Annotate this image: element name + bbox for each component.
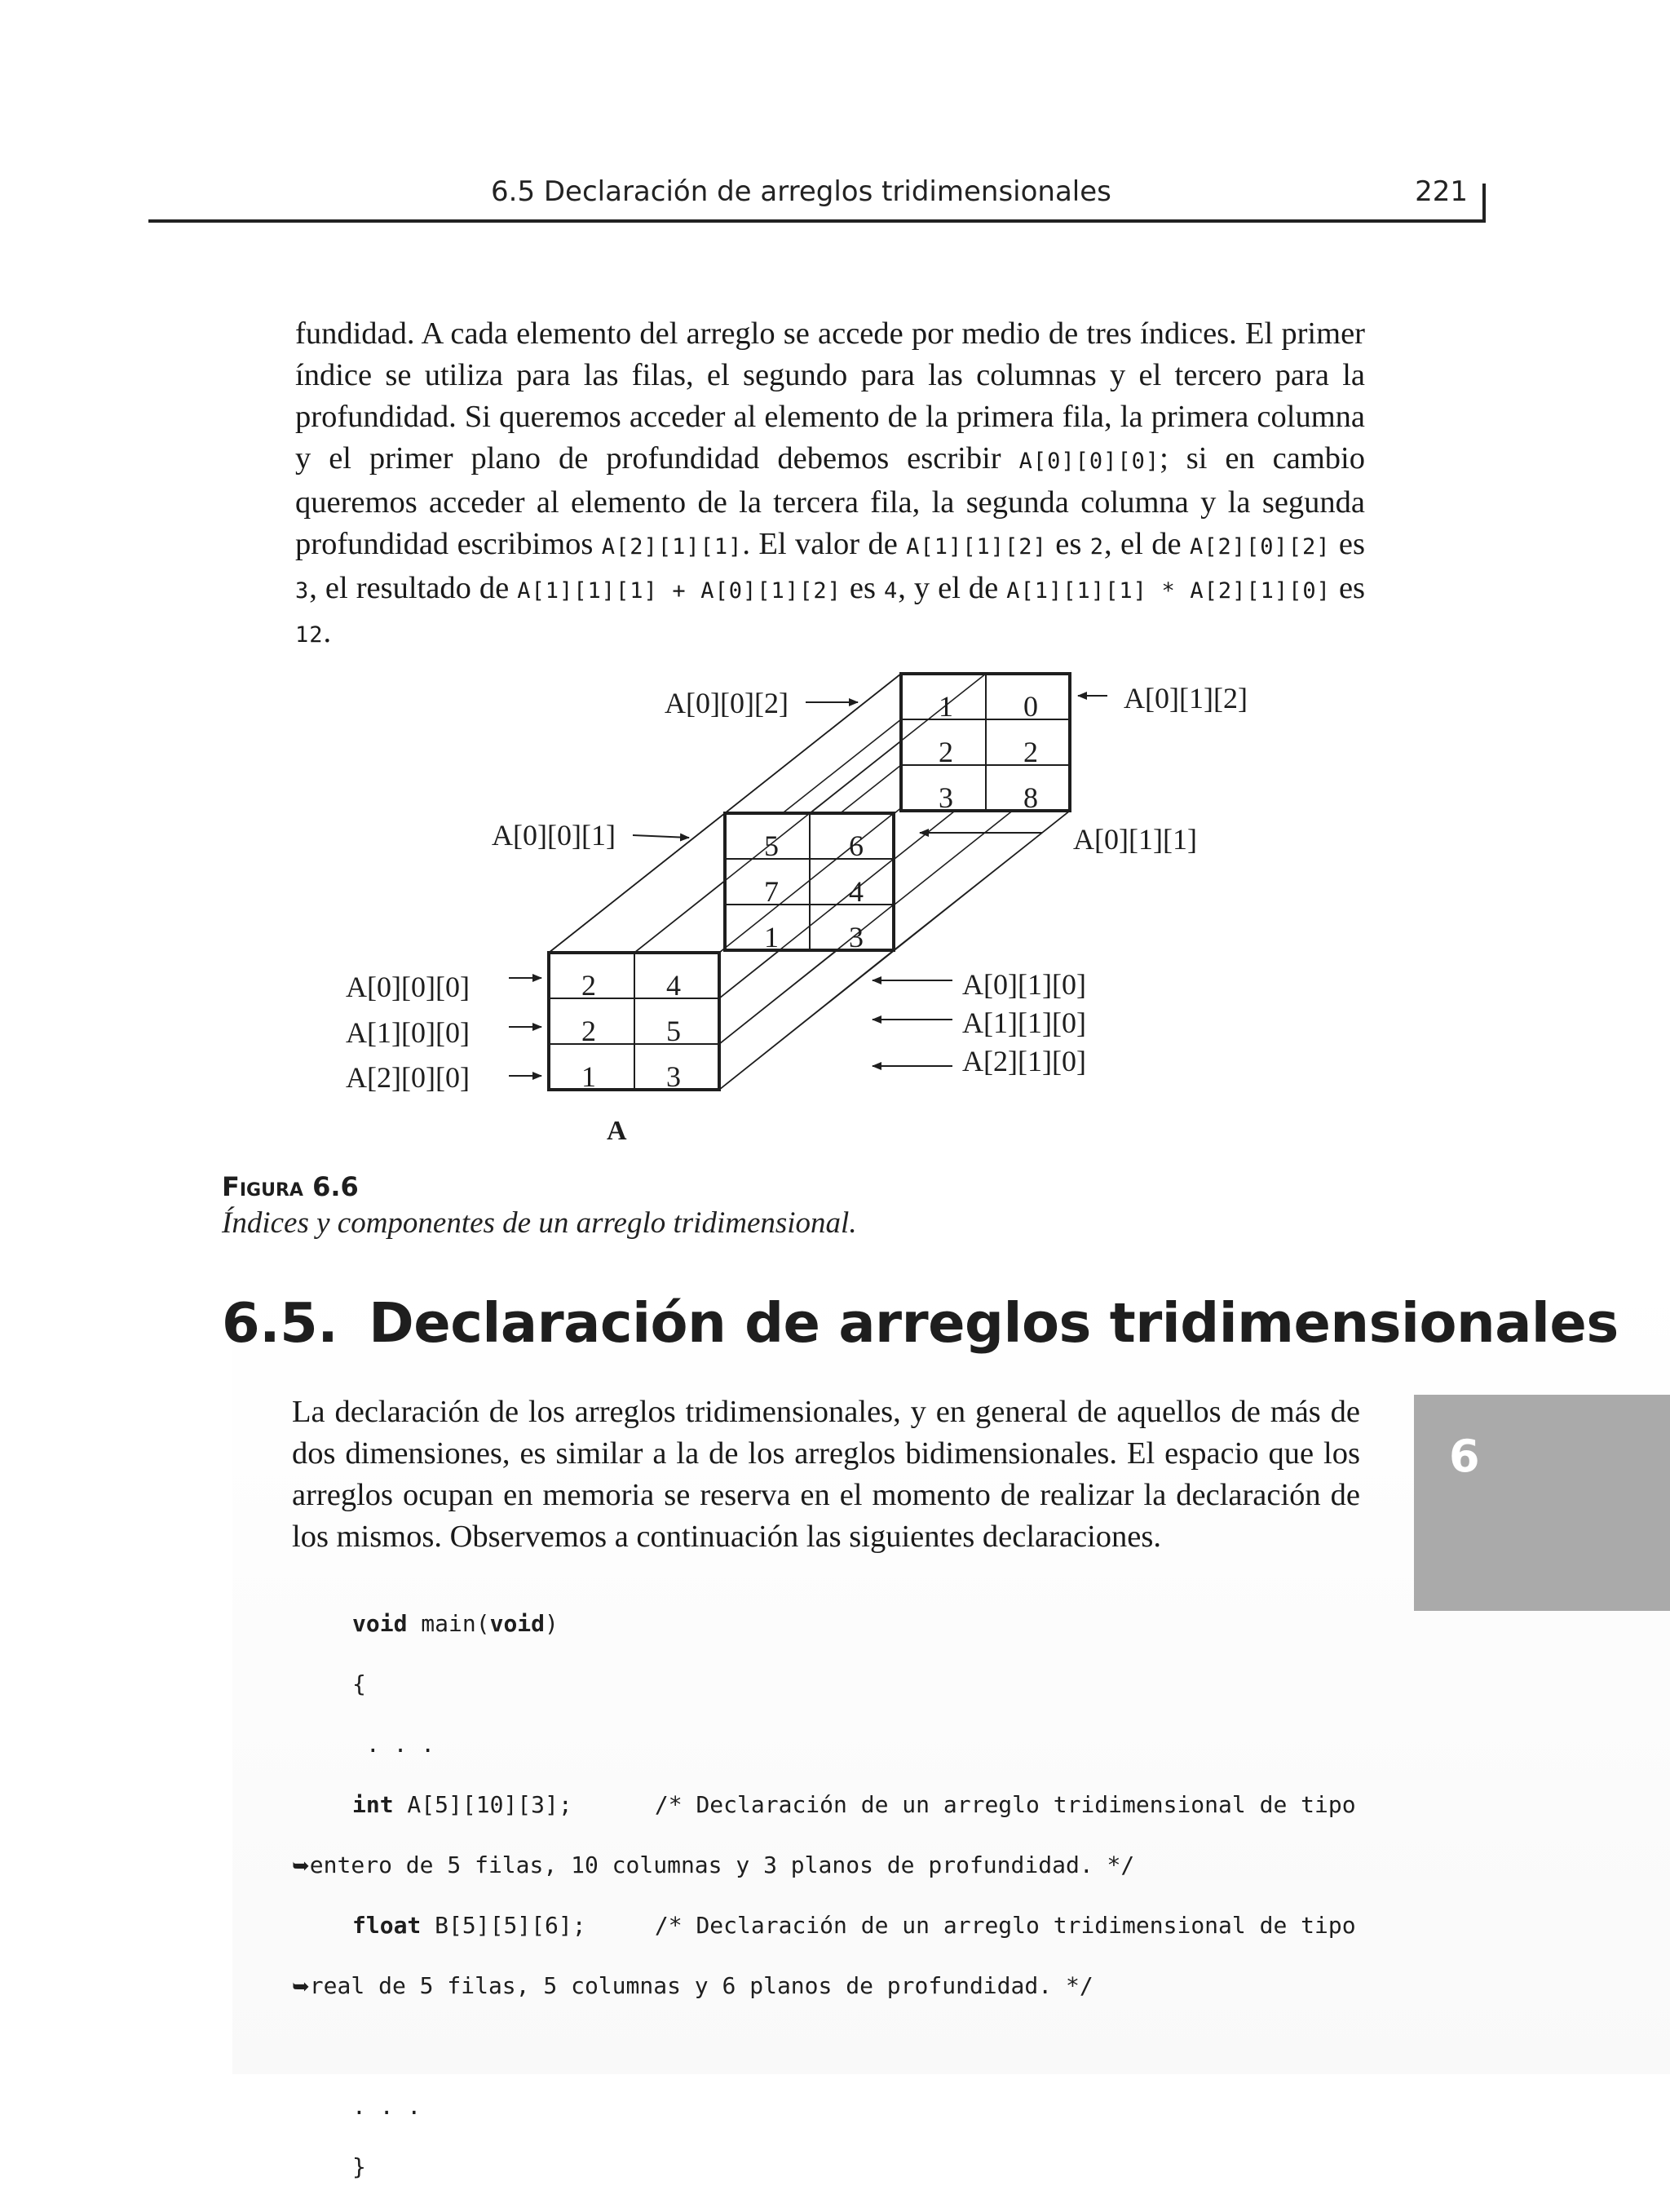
cell-value: 6: [849, 830, 864, 862]
code-keyword: void: [489, 1610, 546, 1637]
code-line-blank: [352, 2031, 1494, 2061]
paragraph-declaration: La declaración de los arreglos tridimensionales, y en general de aquellos de más de dos dimensiones, es similar a la de los arreglos bidimensionales. El espacio que los arreglos ocupan en memoria se reserva en el momento de realizar la declaración de los mismos. Observemos a continuación las siguientes declaraciones.: [292, 1395, 1360, 1554]
code-line: . . .: [352, 1731, 435, 1758]
cell-value: 2: [939, 736, 953, 768]
cell-value: 2: [581, 969, 596, 1002]
text-run: , y el de: [898, 571, 1007, 605]
cell-value: 1: [581, 1060, 596, 1093]
code-line: [352, 1910, 1494, 1940]
code-line: [292, 1971, 1494, 2001]
array-name-label: A: [607, 1116, 627, 1146]
section-heading: [222, 1291, 1619, 1355]
code-inline: A[2][0][2]: [1189, 534, 1331, 560]
code-line: }: [352, 2153, 366, 2180]
text-run: ; si en cambio queremos acceder al elemento de la tercera fila, la segunda columna y la segunda profundidad escribimos: [295, 441, 1365, 561]
arrow-icon: [633, 835, 689, 838]
code-line: [292, 1850, 1494, 1880]
code-line: [352, 1790, 1494, 1820]
code-inline: A[1][1][1] * A[2][1][0]: [1006, 578, 1331, 604]
label-a001: A[0][0][1]: [492, 819, 616, 852]
cell-value: 1: [939, 690, 953, 723]
code-text: real de 5 filas, 5 columnas y 6 planos de profundidad. */: [309, 1972, 1093, 1999]
cell-value: 5: [666, 1015, 681, 1047]
code-inline: 4: [883, 578, 899, 604]
cell-value: 4: [666, 969, 681, 1002]
label-a012: A[0][1][2]: [1124, 682, 1248, 714]
label-a010: A[0][1][0]: [962, 968, 1086, 1001]
header-title: 6.5 Declaración de arreglos tridimensionales: [491, 175, 1111, 208]
code-inline: 3: [295, 578, 310, 604]
code-keyword: void: [352, 1610, 408, 1637]
cell-value: 3: [939, 781, 953, 814]
code-listing: [292, 1578, 1494, 2212]
label-a100: A[1][0][0]: [346, 1016, 470, 1049]
code-inline: A[1][1][1] + A[0][1][2]: [517, 578, 842, 604]
label-a110: A[1][1][0]: [962, 1006, 1086, 1039]
code-inline: A[1][1][2]: [906, 534, 1047, 560]
code-keyword: float: [352, 1912, 422, 1939]
text-run: fundidad. A cada elemento del arreglo se accede por medio de tres índices. El primer índice se utiliza para las filas, el segundo para las columnas y el tercero para la profundidad. Si queremos acceder al elemento de la primera fila, la primera columna y el primer plano de profundidad debemos escribir: [295, 316, 1365, 476]
cell-value: 4: [849, 875, 864, 908]
text-run: es: [1046, 527, 1090, 561]
figure-word: Figura: [222, 1171, 303, 1202]
text-run: . El valor de: [742, 527, 907, 561]
code-inline: 12: [295, 622, 324, 648]
code-inline: 2: [1089, 534, 1104, 560]
label-a000: A[0][0][0]: [346, 971, 470, 1003]
code-text: ): [545, 1610, 559, 1637]
code-text: B[5][5][6]; /* Declaración de un arreglo tridimensional de tipo: [421, 1912, 1356, 1939]
label-a002: A[0][0][2]: [665, 687, 789, 719]
cell-value: 3: [849, 921, 864, 953]
cell-value: 1: [764, 921, 779, 953]
code-keyword: int: [352, 1791, 394, 1818]
code-text: entero de 5 filas, 10 columnas y 3 planos de profundidad. */: [309, 1851, 1135, 1878]
code-inline: A[2][1][1]: [601, 534, 743, 560]
section-number: 6.5.: [222, 1291, 338, 1355]
code-inline: A[0][0][0]: [1018, 449, 1160, 474]
plane-front: [549, 953, 719, 1090]
continuation-arrow-icon: ➥: [292, 1975, 310, 1999]
text-run: es: [1330, 571, 1366, 605]
cell-value: 5: [764, 830, 779, 862]
figure-label: [222, 1171, 857, 1202]
cell-value: 3: [666, 1060, 681, 1093]
text-run: , el de: [1103, 527, 1190, 561]
cell-value: 2: [581, 1015, 596, 1047]
page-number: 221: [1415, 175, 1468, 208]
figure-number: 6.6: [312, 1171, 359, 1202]
chapter-number: 6: [1449, 1431, 1480, 1482]
text-run: , el resultado de: [309, 571, 518, 605]
continuation-arrow-icon: ➥: [292, 1854, 310, 1878]
code-line: {: [352, 1670, 366, 1697]
text-run: .: [323, 615, 332, 649]
label-a210: A[2][1][0]: [962, 1045, 1086, 1077]
figure-caption: [222, 1171, 857, 1241]
label-a011: A[0][1][1]: [1073, 823, 1197, 856]
text-run: es: [1330, 527, 1365, 561]
cell-value: 7: [764, 875, 779, 908]
text-run: es: [841, 571, 884, 605]
cell-value: 8: [1023, 781, 1038, 814]
code-line: [352, 1608, 1494, 1639]
figure-description: Índices y componentes de un arreglo tridimensional.: [222, 1206, 857, 1240]
code-text: main(: [407, 1610, 490, 1637]
cell-value: 0: [1023, 690, 1038, 723]
section-title-text: Declaración de arreglos tridimensionales: [369, 1291, 1619, 1355]
cell-value: 2: [1023, 736, 1038, 768]
code-line: . . .: [352, 2093, 422, 2120]
label-a200: A[2][0][0]: [346, 1061, 470, 1094]
code-text: A[5][10][3]; /* Declaración de un arreglo tridimensional de tipo: [393, 1791, 1356, 1818]
